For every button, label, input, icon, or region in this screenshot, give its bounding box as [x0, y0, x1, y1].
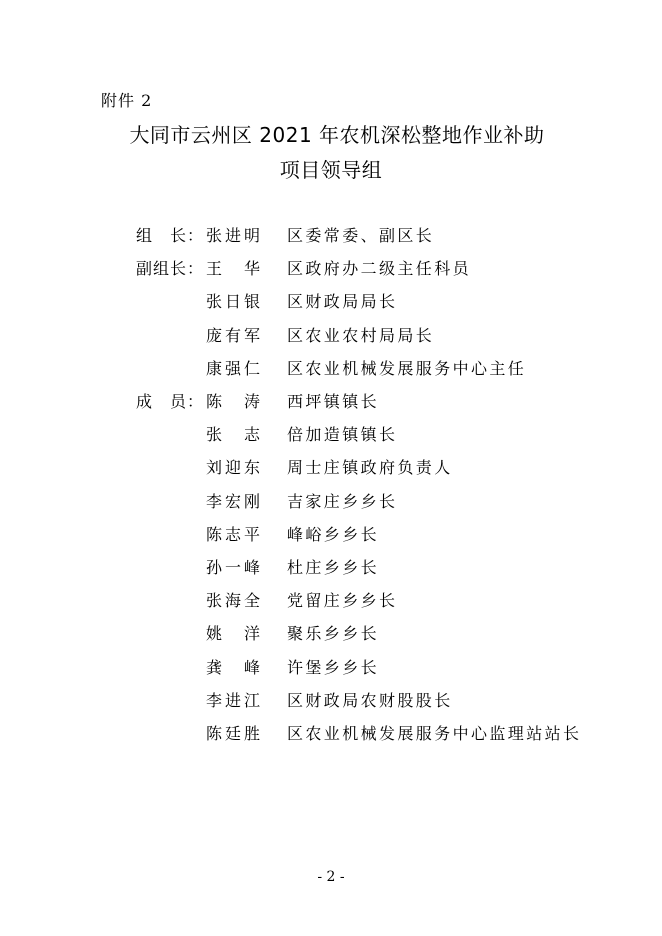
- member-row: [0, 289, 662, 313]
- member-position: 区财政局农财股股长: [287, 690, 453, 710]
- member-position: 区农业机械发展服务中心主任: [287, 358, 527, 378]
- member-name: 庞有军: [206, 325, 264, 345]
- member-row: [0, 356, 662, 380]
- attachment-label: 附件 2: [101, 91, 153, 110]
- member-position: 西坪镇镇长: [287, 392, 380, 411]
- member-role: 副组长：: [136, 259, 205, 279]
- member-name: 刘迎东: [206, 458, 264, 478]
- member-row: [0, 389, 662, 413]
- member-row: [0, 256, 662, 280]
- member-name: 张海全: [206, 591, 264, 611]
- member-position: 区委常委、副区长: [287, 226, 435, 245]
- member-position: 峰峪乡乡长: [287, 524, 380, 544]
- member-position: 许堡乡乡长: [287, 657, 380, 677]
- member-name: 李进江: [206, 690, 264, 710]
- member-name: 陈廷胜: [206, 724, 264, 743]
- member-name: 张进明: [206, 226, 264, 245]
- member-position: 吉家庄乡乡长: [287, 491, 398, 511]
- member-row: [0, 489, 662, 513]
- member-row: [0, 621, 662, 645]
- member-name: 康强仁: [206, 358, 264, 378]
- member-row: [0, 655, 662, 679]
- member-name: 姚 洋: [206, 624, 264, 644]
- member-row: [0, 455, 662, 479]
- member-name: 陈 涛: [206, 392, 264, 411]
- member-position: 区财政局局长: [287, 292, 398, 312]
- document-title-line-1: 大同市云州区 2021 年农机深松整地作业补助: [129, 123, 545, 147]
- member-position: 区农业农村局局长: [287, 325, 435, 345]
- member-row: [0, 555, 662, 579]
- member-row: [0, 223, 662, 247]
- member-position: 杜庄乡乡长: [287, 558, 380, 577]
- member-row: [0, 688, 662, 712]
- member-row: [0, 721, 662, 745]
- member-name: 王 华: [206, 259, 264, 279]
- member-row: [0, 422, 662, 446]
- page-number: - 2 -: [317, 869, 345, 885]
- member-name: 孙一峰: [206, 558, 264, 577]
- member-name: 张日银: [206, 292, 264, 312]
- member-name: 龚 峰: [206, 657, 264, 677]
- member-row: [0, 323, 662, 347]
- member-position: 区农业机械发展服务中心监理站站长: [287, 724, 582, 743]
- member-position: 聚乐乡乡长: [287, 624, 380, 644]
- member-role: 成 员：: [136, 392, 205, 411]
- member-name: 陈志平: [206, 524, 264, 544]
- member-position: 倍加造镇镇长: [287, 425, 398, 445]
- member-position: 党留庄乡乡长: [287, 591, 398, 611]
- member-row: [0, 522, 662, 546]
- member-position: 周士庄镇政府负责人: [287, 458, 453, 478]
- member-name: 李宏刚: [206, 491, 264, 511]
- member-role: 组 长：: [136, 226, 205, 245]
- document-title-line-2: 项目领导组: [279, 158, 383, 182]
- member-row: [0, 588, 662, 612]
- member-position: 区政府办二级主任科员: [287, 259, 472, 279]
- member-name: 张 志: [206, 425, 264, 445]
